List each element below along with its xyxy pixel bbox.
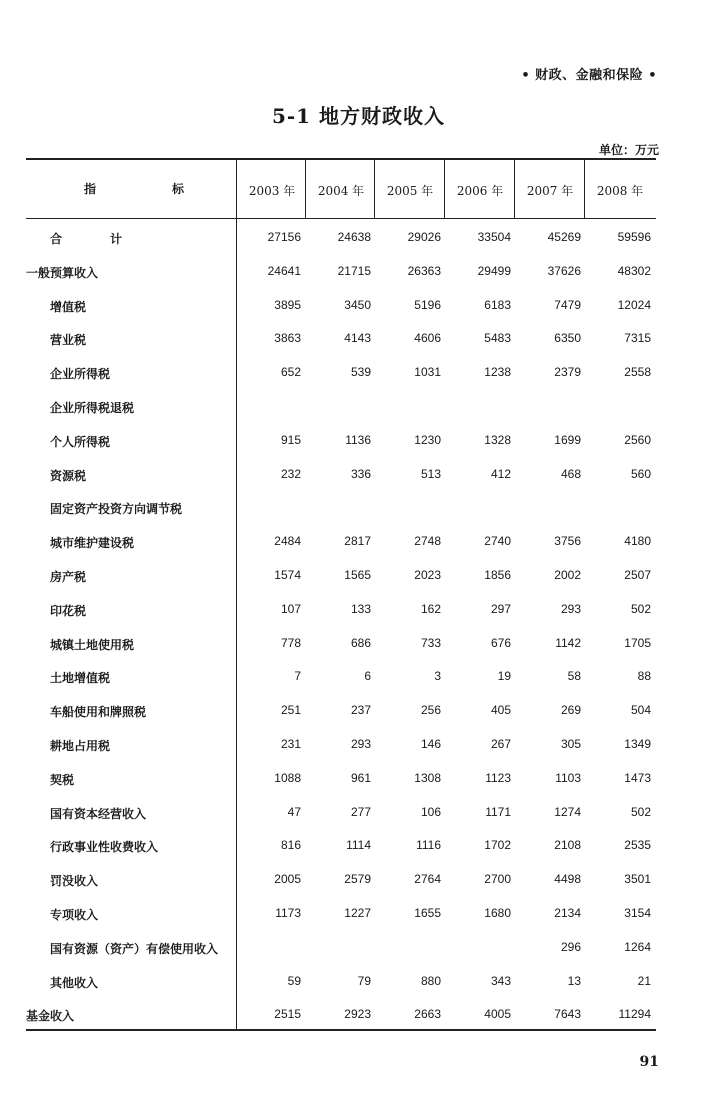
table-cell: 1565	[344, 568, 371, 582]
table-cell: 237	[350, 703, 371, 718]
table-cell: 880	[420, 973, 441, 988]
header-divider	[444, 158, 445, 219]
table-cell: 5483	[484, 331, 511, 346]
table-row	[26, 467, 656, 487]
table-cell: 2748	[414, 534, 441, 549]
table-cell: 29026	[407, 230, 441, 244]
table-cell: 1473	[624, 770, 651, 785]
table-cell: 7479	[554, 297, 581, 312]
table-cell: 27156	[267, 230, 301, 244]
indicator-header	[84, 180, 184, 197]
table-cell: 1230	[414, 432, 441, 447]
row-label: 个人所得税	[50, 434, 111, 449]
row-label: 资源税	[50, 468, 87, 483]
table-cell: 7	[294, 669, 301, 684]
table-cell: 59	[287, 973, 301, 988]
table-cell: 297	[490, 601, 511, 616]
table-cell: 502	[630, 601, 651, 616]
table-cell: 1123	[485, 770, 511, 785]
table-cell: 296	[560, 939, 581, 954]
row-label: 土地增值税	[50, 671, 111, 686]
table-cell: 733	[420, 635, 441, 650]
table-row	[26, 669, 656, 689]
table-cell: 2579	[344, 872, 371, 887]
row-label: 专项收入	[50, 908, 99, 922]
table-cell: 3450	[344, 297, 371, 312]
table-cell: 1227	[344, 906, 371, 920]
table-cell: 47	[287, 804, 301, 819]
table-cell: 162	[420, 601, 441, 616]
row-label: 企业所得税退税	[50, 401, 135, 415]
table-cell: 1655	[414, 906, 441, 920]
row-label: 营业税	[50, 333, 87, 348]
table-row	[26, 906, 656, 926]
row-label: 车船使用和牌照税	[50, 705, 147, 720]
header-divider	[514, 158, 515, 219]
row-label: 基金收入	[26, 1009, 75, 1024]
table-cell: 4498	[554, 872, 581, 887]
table-cell: 1680	[484, 906, 511, 920]
table-cell: 961	[350, 770, 371, 785]
table-cell: 107	[280, 601, 301, 616]
table-cell: 1699	[554, 432, 581, 447]
table-cell: 3756	[554, 534, 581, 549]
table-cell: 6	[364, 669, 371, 684]
table-cell: 405	[490, 703, 511, 718]
header-divider	[584, 158, 585, 219]
table-cell: 1173	[275, 906, 301, 920]
table-cell: 1116	[416, 838, 441, 853]
table-cell: 3895	[274, 297, 301, 312]
table-cell: 59596	[617, 230, 651, 244]
table-cell: 4143	[344, 331, 371, 346]
table-cell: 1856	[484, 568, 511, 582]
table-header-rule	[26, 218, 656, 219]
table-cell: 3501	[624, 872, 651, 887]
table-cell: 2023	[414, 568, 441, 582]
table-cell: 2507	[624, 568, 651, 582]
table-cell: 2515	[274, 1007, 301, 1022]
table-cell: 2740	[484, 534, 511, 549]
row-label-char: 合	[50, 232, 63, 246]
table-row	[26, 433, 656, 453]
table-cell: 1349	[624, 737, 651, 751]
table-cell: 251	[280, 703, 301, 718]
table-cell: 1031	[414, 365, 441, 380]
table-cell: 1702	[484, 838, 511, 853]
table-cell: 45269	[547, 230, 581, 244]
table-cell: 504	[630, 703, 651, 718]
row-label: 其他收入	[50, 975, 99, 990]
section-header: • 财政、金融和保险 •	[521, 68, 657, 83]
year-header: 2004 年	[317, 184, 365, 198]
table-divider	[236, 158, 237, 1031]
row-label: 国有资源（资产）有偿使用收入	[50, 941, 219, 956]
table-cell: 2923	[344, 1007, 371, 1022]
table-cell: 2134	[554, 906, 581, 920]
row-label: 行政事业性收费收入	[50, 840, 159, 855]
table-cell: 1274	[554, 804, 581, 819]
table-cell: 21	[637, 973, 651, 988]
table-row	[26, 365, 656, 385]
table-cell: 1136	[345, 432, 371, 447]
table-cell: 7315	[624, 331, 651, 346]
table-cell: 24641	[267, 263, 301, 278]
table-cell: 336	[350, 466, 371, 481]
data-table	[26, 158, 656, 1031]
row-label: 印花税	[50, 603, 87, 618]
row-label: 房产税	[50, 570, 87, 584]
table-cell: 686	[350, 635, 371, 650]
table-row	[26, 805, 656, 825]
table-row	[26, 1007, 656, 1027]
table-row	[26, 534, 656, 554]
row-label: 一般预算收入	[26, 265, 99, 280]
table-row	[26, 974, 656, 994]
table-cell: 4180	[624, 534, 651, 549]
table-cell: 2817	[344, 534, 371, 549]
table-row	[26, 568, 656, 588]
table-cell: 1705	[624, 635, 651, 650]
table-cell: 48302	[617, 263, 651, 278]
table-row	[26, 771, 656, 791]
row-label: 罚没收入	[50, 874, 99, 889]
table-cell: 29499	[477, 263, 511, 278]
table-cell: 1574	[274, 568, 301, 582]
year-header: 2008 年	[596, 184, 644, 198]
table-row	[26, 838, 656, 858]
table-cell: 293	[350, 737, 371, 751]
table-cell: 915	[280, 432, 301, 447]
page-number: 91	[639, 1054, 659, 1070]
table-top-rule	[26, 158, 656, 160]
table-row	[26, 636, 656, 656]
indicator-header-char: 标	[171, 182, 184, 196]
row-label	[50, 230, 122, 247]
table-cell: 560	[630, 466, 651, 481]
table-cell: 58	[567, 669, 581, 684]
table-cell: 24638	[337, 230, 371, 244]
row-label: 城镇土地使用税	[50, 637, 135, 652]
table-cell: 1142	[555, 635, 581, 650]
table-cell: 1103	[555, 770, 581, 785]
table-cell: 106	[420, 804, 441, 819]
table-cell: 3863	[274, 331, 301, 346]
table-cell: 256	[420, 703, 441, 718]
table-cell: 19	[497, 669, 511, 684]
table-row	[26, 737, 656, 757]
table-cell: 2002	[554, 568, 581, 582]
table-cell: 6350	[554, 331, 581, 346]
row-label: 固定资产投资方向调节税	[50, 502, 183, 517]
table-cell: 232	[280, 466, 301, 481]
table-cell: 26363	[407, 263, 441, 278]
table-row	[26, 703, 656, 723]
table-cell: 4606	[414, 331, 441, 346]
table-cell: 1328	[484, 432, 511, 447]
table-cell: 2560	[624, 432, 651, 447]
table-cell: 267	[490, 737, 511, 751]
table-cell: 79	[357, 973, 371, 988]
table-cell: 2535	[624, 838, 651, 853]
table-cell: 1114	[346, 838, 371, 853]
table-cell: 412	[490, 466, 511, 481]
table-cell: 231	[280, 737, 301, 751]
table-cell: 2764	[414, 872, 441, 887]
table-row	[26, 940, 656, 960]
table-cell: 816	[280, 838, 301, 853]
table-cell: 277	[350, 804, 371, 819]
table-cell: 6183	[484, 297, 511, 312]
table-cell: 1264	[624, 939, 651, 954]
table-cell: 2700	[484, 872, 511, 887]
table-cell: 2005	[274, 872, 301, 887]
table-cell: 88	[637, 669, 651, 684]
table-cell: 343	[490, 973, 511, 988]
table-row	[26, 602, 656, 622]
table-row	[26, 872, 656, 892]
row-label: 城市维护建设税	[50, 536, 135, 551]
table-cell: 12024	[617, 297, 651, 312]
table-row	[26, 399, 656, 419]
row-label: 耕地占用税	[50, 739, 111, 753]
table-cell: 305	[560, 737, 581, 751]
table-row	[26, 298, 656, 318]
table-cell: 4005	[484, 1007, 511, 1022]
table-cell: 133	[350, 601, 371, 616]
row-label: 增值税	[50, 299, 87, 314]
table-row	[26, 331, 656, 351]
table-cell: 502	[630, 804, 651, 819]
table-cell: 1308	[414, 770, 441, 785]
table-row	[26, 264, 656, 284]
row-label: 国有资本经营收入	[50, 806, 147, 821]
year-header: 2006 年	[456, 184, 504, 198]
table-cell: 1238	[484, 365, 511, 380]
row-label: 契税	[50, 772, 75, 787]
table-cell: 293	[560, 601, 581, 616]
table-cell: 2558	[624, 365, 651, 380]
table-cell: 7643	[554, 1007, 581, 1022]
table-cell: 3154	[624, 906, 651, 920]
table-cell: 1088	[274, 770, 301, 785]
table-cell: 13	[567, 973, 581, 988]
table-cell: 1171	[485, 804, 511, 819]
table-cell: 269	[560, 703, 581, 718]
year-header: 2003 年	[248, 184, 296, 198]
table-cell: 539	[350, 365, 371, 380]
table-cell: 513	[420, 466, 441, 481]
table-cell: 676	[490, 635, 511, 650]
table-cell: 3	[434, 669, 441, 684]
row-label: 企业所得税	[50, 367, 111, 382]
unit-label: 单位：万元	[598, 143, 659, 157]
table-row	[26, 230, 656, 250]
year-header: 2005 年	[386, 184, 434, 198]
table-cell: 33504	[477, 230, 511, 244]
table-cell: 778	[280, 635, 301, 650]
table-cell: 11294	[618, 1007, 651, 1022]
table-cell: 652	[280, 365, 301, 380]
table-cell: 2663	[414, 1007, 441, 1022]
table-cell: 2379	[554, 365, 581, 380]
table-cell: 146	[420, 737, 441, 751]
year-header: 2007 年	[526, 184, 574, 198]
indicator-header-char: 指	[84, 182, 97, 196]
table-cell: 2108	[554, 838, 581, 853]
table-bottom-rule	[26, 1029, 656, 1031]
table-row	[26, 500, 656, 520]
table-cell: 37626	[547, 263, 581, 278]
table-cell: 5196	[414, 297, 441, 312]
table-cell: 468	[560, 466, 581, 481]
table-cell: 2484	[274, 534, 301, 549]
table-cell: 21715	[337, 263, 371, 278]
row-label-char: 计	[109, 232, 122, 246]
page-title: 5-1 地方财政收入	[271, 104, 446, 128]
